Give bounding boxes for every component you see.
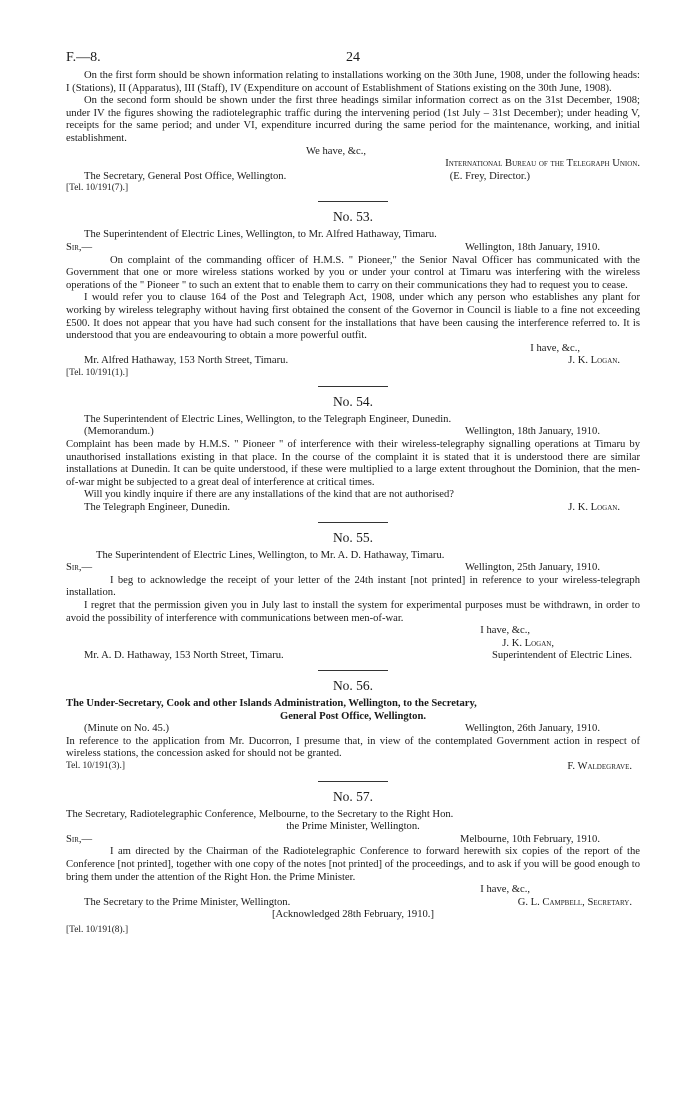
intro-section [66,70,640,194]
separator-rule [318,201,388,202]
letter-56-from-to-2: General Post Office, Wellington. [279,710,427,722]
letter-54-memo-row [66,426,640,439]
letter-54-heading: No. 54. [332,393,374,409]
letter-54-para-2: Will you kindly inquire if there are any installations of the kind that are not authorised? [84,489,454,501]
intro-addressee: The Secretary, General Post Office, Wellington. [84,170,287,182]
letter-57-heading: No. 57. [332,788,374,804]
letter-56-minute: (Minute on No. 45.) [84,723,170,735]
letter-53-ref: [Tel. 10/191(1).] [66,367,129,378]
page-header [66,52,640,70]
letter-56-para-1: In reference to the application from Mr. Ducorron, I presume that, in view of the contemplated Government action in respect of wireless stations, the concession asked for should not be granted. [66,735,640,760]
letter-53-signature: J. K. Logan. [568,355,620,367]
separator-rule [318,781,388,782]
intro-address-row [66,171,640,184]
letter-55-salutation: Sir,— [66,562,93,574]
separator-rule [318,522,388,523]
letter-56-ref: Tel. 10/191(3).] [66,760,125,771]
letter-57-ref: [Tel. 10/191(8).] [66,924,129,935]
intro-bureau: International Bureau of the Telegraph Union. [445,158,640,170]
letter-55-date: Wellington, 25th January, 1910. [465,562,600,574]
letter-no-56 [66,677,640,774]
letter-53-closing: I have, &c., [530,342,580,354]
letter-no-53 [66,208,640,379]
letter-55-address: Mr. A. D. Hathaway, 153 North Street, Timaru. [84,650,284,662]
intro-para-2: On the second form should be shown under the first three headings similar information correct as on the 31st December, 1908; under IV the figures showing the radiotelegraphic traffic during the intervening period (1st July – 31st December); under heading V, receipts for the same period; and under VI, expenditure incurred during the same period for the maintenance, working, and initial establishment. [66,95,640,144]
letter-53-date: Wellington, 18th January, 1910. [465,241,600,253]
letter-57-signature: G. L. Campbell, Secretary. [517,896,632,908]
letter-56-heading: No. 56. [332,677,374,693]
letter-54-date: Wellington, 18th January, 1910. [465,426,600,438]
document-page [66,52,640,936]
letter-57-closing: I have, &c., [480,884,530,896]
letter-54-signature: J. K. Logan. [568,502,620,514]
letter-56-from-to-1: The Under-Secretary, Cook and other Islands Administration, Wellington, to the Secretary, [66,697,477,709]
letter-57-date: Melbourne, 10th February, 1910. [460,833,600,845]
letter-53-address-row [66,355,640,368]
letter-56-ref-row [66,761,640,774]
letter-53-salutation-row [66,242,640,255]
letter-57-from-to-1: The Secretary, Radiotelegraphic Conference, Melbourne, to the Secretary to the Right Hon. [66,808,454,820]
letter-57-para-1: I am directed by the Chairman of the Radiotelegraphic Conference to forward herewith six copies of the report of the Conference [not printed], together with one copy of the notes [not printed] of the proceedings, and to ask if you will be good enough to bring them under the attention of the Right Hon. the Prime Minister. [66,846,640,883]
letter-54-memo: (Memorandum.) [84,426,154,438]
intro-director: (E. Frey, Director.) [449,170,530,182]
letter-54-from-to: The Superintendent of Electric Lines, Wellington, to the Telegraph Engineer, Dunedin. [84,413,452,425]
letter-57-address: The Secretary to the Prime Minister, Wellington. [84,896,291,908]
letter-56-minute-row [66,723,640,736]
letter-53-salutation: Sir,— [66,241,93,253]
letter-54-para-1: Complaint has been made by H.M.S. " Pioneer " of interference with their wireless-telegraphy signalling operations at Timaru by unauthorised installations existing in that place. In the course of the complaint it is stated that it is understood there are similar installations at Dunedin. It can be quite understood, if these were multiplied to a large extent throughout the Dominion, that the men-of-war might be subjected to a great deal of interference at critical times. [66,439,640,488]
letter-55-heading: No. 55. [332,529,374,545]
letter-no-57 [66,788,640,936]
letter-55-from-to: The Superintendent of Electric Lines, Wellington, to Mr. A. D. Hathaway, Timaru. [96,549,445,561]
letter-56-date: Wellington, 26th January, 1910. [465,723,600,735]
letter-55-para-1: I beg to acknowledge the receipt of your letter of the 24th instant [not printed] in reference to your wireless-telegraph installation. [66,574,640,599]
letter-56-signature: F. Waldegrave. [567,760,632,772]
letter-53-para-2: I would refer you to clause 164 of the Post and Telegraph Act, 1908, under which any person who establishes any plant for working by wireless telegraphy without having first obtained the consent of the Governor in Council is liable to a fine not exceeding £500. It does not appear that you have had such consent for the installations that have been causing the interference referred to. It is understood that you are endeavouring to obtain a more powerful outfit. [66,292,640,342]
letter-53-address: Mr. Alfred Hathaway, 153 North Street, Timaru. [84,355,289,367]
letter-no-55 [66,529,640,663]
separator-rule [318,670,388,671]
letter-55-address-row [66,650,640,663]
letter-57-salutation-row [66,834,640,847]
letter-57-from-to-2: the Prime Minister, Wellington. [286,821,420,833]
intro-para-1: On the first form should be shown information relating to installations working on the 30th June, 1908, under the following heads: I (Stations), II (Apparatus), III (Staff), IV (Expenditure on account of Establishment of Stations existing on the 30th June, 1908). [66,70,640,94]
letter-55-closing: I have, &c., [480,625,530,637]
intro-closing: We have, &c., [306,145,367,157]
separator-rule [318,386,388,387]
letter-no-54 [66,393,640,515]
letter-53-heading: No. 53. [332,209,374,225]
letter-55-signature: J. K. Logan, [502,637,554,649]
letter-55-salutation-row [66,562,640,575]
letter-54-address: The Telegraph Engineer, Dunedin. [84,502,231,514]
letter-55-title: Superintendent of Electric Lines. [491,650,632,662]
letter-54-address-row [66,502,640,515]
letter-53-from-to: The Superintendent of Electric Lines, Wellington, to Mr. Alfred Hathaway, Timaru. [84,229,437,241]
letter-57-acknowledged: [Acknowledged 28th February, 1910.] [271,909,434,921]
letter-57-address-row [66,897,640,910]
letter-55-para-2: I regret that the permission given you in July last to install the system for experimental purposes must be withdrawn, in order to avoid the possibility of interference with communications between men-of-war. [66,600,640,624]
paper-code: F.—8. [66,50,101,65]
letter-53-para-1: On complaint of the commanding officer of H.M.S. " Pioneer," the Senior Naval Officer has communicated with the Government that one or more wireless stations worked by you or under your control at Timaru was interfering with the wireless operations of the " Pioneer " to such an extent that to enable them to carry on their communications they had to request you to cease. [66,254,640,291]
letter-57-salutation: Sir,— [66,833,93,845]
page-number: 24 [346,50,360,65]
intro-ref: [Tel. 10/191(7).] [66,183,129,194]
